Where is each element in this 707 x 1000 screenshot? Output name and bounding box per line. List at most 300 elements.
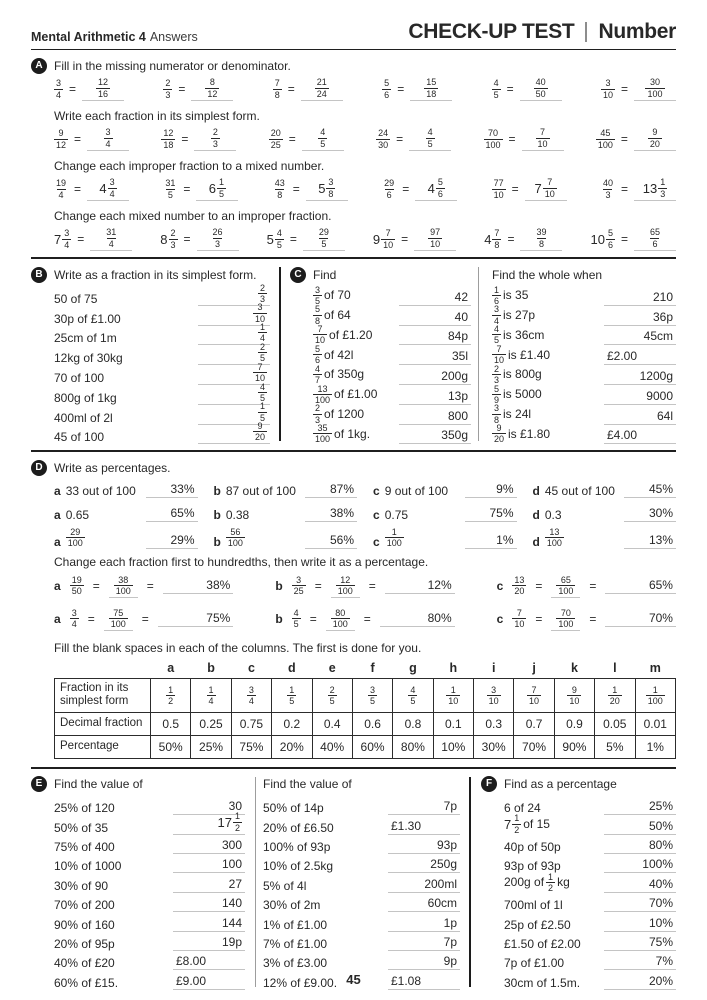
table-cell: 0.25 — [191, 712, 231, 735]
answer-value: 7p — [388, 799, 460, 815]
question-text: $\frac{1}{6}$ is 35 — [494, 284, 529, 306]
page-number: 45 — [346, 972, 361, 987]
fraction-denominator: 9 — [494, 394, 500, 405]
fraction-denominator: 5 — [293, 619, 299, 630]
fraction-numerator: 7 — [531, 684, 537, 695]
given-value — [54, 78, 63, 99]
answer-value: 40 — [399, 310, 471, 326]
answer-value — [303, 227, 345, 250]
fraction-numerator: 1 — [450, 684, 456, 695]
equals-sign: = — [146, 578, 154, 593]
answer-value — [414, 227, 456, 250]
fraction-denominator: 8 — [538, 238, 544, 249]
section-e-title-2: Find the value of — [263, 777, 352, 792]
section-c-find-column — [281, 266, 478, 444]
fraction — [336, 575, 355, 596]
table-letter-row — [55, 660, 676, 679]
given-value — [54, 178, 68, 199]
answer-value: 36p — [604, 310, 676, 326]
answer-row — [313, 365, 471, 385]
given-value — [382, 78, 391, 99]
percentage-item — [373, 506, 517, 522]
table-cell — [393, 678, 433, 712]
fraction — [66, 527, 85, 548]
answer-row — [504, 815, 676, 834]
fraction-denominator: 3 — [660, 188, 666, 199]
fraction — [492, 364, 501, 385]
answer-value: 45cm — [604, 329, 676, 345]
answer-value — [306, 177, 348, 200]
given-value — [596, 128, 615, 149]
fraction-numerator: 1 — [234, 811, 240, 822]
fraction — [313, 344, 322, 365]
fraction — [54, 78, 63, 99]
fraction-denominator: 10 — [383, 239, 394, 250]
equals-sign: = — [69, 82, 77, 96]
section-e-column2 — [256, 776, 469, 990]
fraction — [258, 283, 267, 304]
fraction-denominator: 25 — [293, 586, 304, 597]
item-letter: c — [496, 611, 504, 626]
fraction-numerator: 4 — [410, 684, 416, 695]
fraction-denominator: 5 — [493, 89, 499, 100]
equals-sign: = — [620, 132, 628, 146]
hundredths-fraction — [104, 607, 133, 631]
equals-sign: = — [289, 232, 297, 246]
table-cell: 40% — [312, 735, 352, 758]
fraction-numerator: 9 — [571, 684, 577, 695]
fraction-denominator: 10 — [569, 695, 580, 706]
fraction — [648, 227, 662, 248]
mixed-number — [99, 177, 116, 198]
fraction-numerator: 29 — [70, 527, 81, 538]
fraction-numerator: 4 — [427, 127, 433, 138]
fraction — [436, 177, 445, 198]
answer-value: 70% — [604, 896, 676, 912]
fraction-numerator: 7 — [496, 344, 502, 355]
section-e-rows-2 — [263, 796, 460, 990]
answer-value: 60cm — [388, 896, 460, 912]
fraction-denominator: 100 — [315, 394, 331, 405]
fraction — [645, 77, 664, 98]
answer-row — [492, 365, 676, 385]
equation-row — [31, 127, 676, 151]
fraction — [313, 384, 332, 405]
fraction-equation — [161, 127, 236, 150]
whole-number: 4 — [99, 180, 107, 196]
question-text: 400ml of 2l — [54, 410, 113, 425]
question-text: 7% of £1.00 — [263, 936, 328, 951]
fraction-numerator: 3 — [605, 78, 611, 89]
whole-number: 6 — [208, 180, 217, 196]
equals-sign: = — [87, 611, 95, 626]
fraction-numerator: 21 — [316, 77, 327, 88]
answer-value: 50% — [604, 819, 676, 835]
mixed-number — [504, 813, 521, 834]
mixed-number — [590, 228, 614, 249]
hundredths-fraction — [109, 574, 138, 598]
fraction-equation — [163, 177, 238, 200]
question-text: 93p of 93p — [504, 859, 561, 874]
whole-number: 7 — [534, 180, 542, 196]
table-cell: 90% — [554, 735, 594, 758]
answer-value: 350g — [399, 428, 471, 444]
equals-sign: = — [508, 132, 516, 146]
fraction-denominator: 100 — [386, 538, 402, 549]
fraction-numerator: 3 — [64, 228, 70, 239]
equals-sign: = — [309, 611, 317, 626]
fraction-numerator: 38 — [118, 574, 129, 585]
answer-row — [504, 873, 676, 892]
answer-value: 7p — [388, 935, 460, 951]
fraction-equation — [54, 77, 124, 100]
fraction-equation — [267, 227, 345, 250]
question-text: $\frac{5}{8}$ of 64 — [315, 304, 351, 326]
fraction-denominator: 8 — [277, 189, 283, 200]
fraction-denominator: 100 — [485, 139, 501, 150]
fraction-denominator: 5 — [320, 138, 326, 149]
fraction — [658, 177, 667, 198]
column-letter: b — [207, 660, 215, 675]
fraction — [408, 685, 417, 706]
fraction-denominator: 20 — [494, 434, 505, 445]
book-title — [31, 30, 198, 44]
fraction — [492, 304, 501, 325]
question-text: 45 out of 100 — [544, 484, 615, 499]
item-letter: c — [496, 578, 504, 593]
answer-row — [504, 796, 676, 815]
mixed-number — [160, 228, 177, 249]
fraction — [313, 364, 322, 385]
fraction-numerator: 9 — [652, 127, 658, 138]
fraction-denominator: 100 — [315, 434, 331, 445]
question-text: $\frac{35}{100}$ of 1kg. — [315, 423, 371, 445]
answer-value: 42 — [399, 290, 471, 306]
fraction-numerator: 4 — [493, 78, 499, 89]
fraction-numerator: 3 — [370, 684, 376, 695]
fraction-denominator: 10 — [514, 619, 525, 630]
table-cell: 0.1 — [433, 712, 473, 735]
fraction — [492, 324, 501, 345]
question-text: 12kg of 30kg — [54, 351, 123, 366]
fraction-denominator: 12 — [207, 88, 218, 99]
answer-row — [492, 326, 676, 346]
fraction — [253, 302, 267, 323]
fraction — [385, 527, 404, 548]
equation-row — [31, 227, 676, 251]
fraction-denominator: 4 — [248, 695, 254, 706]
answer-row — [492, 306, 676, 326]
exercise-part — [31, 107, 676, 151]
item-letter: d — [532, 508, 540, 523]
item-letter: a — [54, 484, 61, 499]
section-c-header — [290, 266, 471, 283]
percentage-item — [373, 482, 517, 498]
fraction-denominator: 5 — [167, 189, 173, 200]
question-text: 25cm of 1m — [54, 331, 117, 346]
fraction — [247, 685, 256, 706]
fraction-numerator: 2 — [212, 127, 218, 138]
answer-row — [54, 854, 245, 873]
conversion-table-wrap — [31, 660, 676, 759]
hundredths-row — [31, 574, 676, 598]
fraction-numerator: 70 — [560, 607, 571, 618]
fraction-numerator: 3 — [257, 302, 263, 313]
fraction-denominator: 3 — [605, 189, 611, 200]
fraction — [492, 228, 501, 249]
answer-value — [196, 177, 238, 200]
fraction-denominator: 4 — [108, 238, 114, 249]
fraction-numerator: 1 — [259, 401, 265, 412]
table-cell: 0.05 — [595, 712, 635, 735]
answer-value — [522, 127, 564, 150]
fraction — [313, 403, 322, 424]
answer-value: 75% — [158, 611, 234, 627]
answer-value — [415, 177, 457, 200]
item-letter: d — [532, 534, 540, 549]
section-c-whole-title: Find the whole when — [492, 267, 603, 282]
fraction-numerator: 5 — [607, 228, 613, 239]
percentage-item — [533, 506, 677, 522]
fraction — [426, 127, 435, 148]
answer-value — [634, 177, 676, 200]
answer-value: 80% — [380, 611, 455, 627]
equals-sign: = — [74, 182, 82, 196]
equals-sign: = — [292, 182, 300, 196]
equals-sign: = — [141, 611, 149, 626]
fraction — [536, 127, 550, 148]
fraction — [70, 575, 84, 596]
section-f-title: Find as a percentage — [504, 777, 617, 792]
question-text: 30% of 2m — [263, 898, 321, 913]
fraction — [104, 227, 118, 248]
table-cell: 70% — [514, 735, 554, 758]
table-row — [55, 712, 676, 735]
fraction-denominator: 6 — [607, 239, 613, 250]
answer-value: 144 — [173, 916, 245, 932]
fraction — [446, 685, 460, 706]
fraction-numerator: 12 — [98, 77, 109, 88]
hundredths-item — [275, 607, 454, 631]
question-text: 3% of £3.00 — [263, 956, 328, 971]
fraction — [492, 285, 501, 306]
section-d — [31, 459, 676, 758]
hundredths-item — [54, 607, 233, 631]
fraction-denominator: 3 — [494, 374, 500, 385]
percentages-grid — [31, 479, 676, 548]
answer-value: £1.30 — [388, 819, 460, 835]
table-cell: 1% — [635, 735, 676, 758]
fraction-numerator: 30 — [649, 77, 660, 88]
fraction — [512, 608, 526, 629]
page-title-main: CHECK-UP TEST — [408, 20, 575, 43]
fraction — [205, 77, 219, 98]
answer-value: 64l — [604, 409, 676, 425]
table-row — [55, 735, 676, 758]
fraction-numerator: 9 — [496, 423, 502, 434]
whole-number: 17 — [217, 814, 232, 830]
answer-row — [54, 835, 245, 854]
question-text: 1% of £1.00 — [263, 917, 328, 932]
fraction-numerator: 3 — [248, 684, 254, 695]
title-separator — [585, 22, 587, 42]
question-text: $\frac{9}{20}$ is £1.80 — [494, 423, 551, 445]
question-text: 50 of 75 — [54, 291, 98, 306]
answer-value — [173, 811, 245, 834]
answer-row — [54, 912, 245, 931]
fraction-denominator: 3 — [212, 138, 218, 149]
answer-value: £8.00 — [173, 954, 245, 970]
question-text: $\frac{5}{6}$ of 42l — [315, 344, 354, 366]
question-text: 12% of £9.00. — [263, 975, 338, 990]
fraction-numerator: 4 — [276, 228, 282, 239]
fraction-equation — [273, 177, 348, 200]
question-text: $\frac{7}{10}$ is £1.40 — [494, 344, 551, 366]
equals-sign: = — [183, 232, 191, 246]
fraction-denominator: 4 — [71, 619, 77, 630]
answer-value: 200ml — [388, 877, 460, 893]
fraction-equation — [54, 177, 129, 200]
answer-value: 35l — [399, 349, 471, 365]
fraction-numerator: 1 — [391, 527, 397, 538]
fraction-denominator: 6 — [384, 89, 390, 100]
fraction — [163, 78, 172, 99]
fraction-numerator: 5 — [384, 78, 390, 89]
fraction-denominator: 5 — [289, 695, 295, 706]
fraction-numerator: 3 — [328, 177, 334, 188]
answer-row — [263, 893, 460, 912]
answer-row — [492, 405, 676, 425]
fraction-equation — [373, 227, 456, 250]
fraction-equation — [160, 227, 238, 250]
fraction-numerator: 7 — [547, 177, 553, 188]
answer-value: 100% — [604, 857, 676, 873]
column-letter: g — [409, 660, 417, 675]
fraction-denominator: 5 — [329, 695, 335, 706]
hundredths-fraction — [551, 607, 580, 631]
fraction-numerator: 3 — [494, 403, 500, 414]
question-text: $\frac{3}{8}$ is 24l — [494, 403, 532, 425]
item-letter: b — [275, 611, 283, 626]
fraction-denominator: 4 — [109, 188, 115, 199]
section-b-title: Write as a fraction in its simplest form. — [54, 267, 257, 282]
fraction — [161, 128, 175, 149]
mixed-number — [484, 228, 501, 249]
fraction-denominator: 10 — [488, 695, 499, 706]
table-corner — [55, 660, 151, 679]
given-value — [601, 178, 615, 199]
fraction — [317, 227, 331, 248]
whole-number: 13 — [642, 180, 658, 196]
given-value — [160, 228, 177, 249]
section-b-badge: B — [31, 267, 47, 283]
percentage-item — [54, 527, 198, 548]
fraction — [545, 527, 564, 548]
answer-value: 300 — [173, 838, 245, 854]
answer-row — [54, 932, 245, 951]
fraction — [211, 127, 220, 148]
mixed-number — [643, 177, 667, 198]
fraction-denominator: 100 — [647, 88, 663, 99]
equals-sign: = — [314, 578, 322, 593]
table-body — [55, 678, 676, 758]
fraction — [492, 344, 506, 365]
question-text: 9 out of 100 — [384, 484, 449, 499]
question-text: $\frac{3}{5}$ of 70 — [315, 284, 351, 306]
question-text: 50% of 14p — [263, 801, 324, 816]
question-text: 25p of £2.50 — [504, 917, 571, 932]
fraction-denominator: 4 — [494, 315, 500, 326]
fraction-numerator: 3 — [56, 78, 62, 89]
fraction-denominator: 4 — [259, 333, 265, 344]
fraction-denominator: 8 — [328, 188, 334, 199]
fraction-equation — [273, 77, 343, 100]
fraction-denominator: 18 — [163, 139, 174, 150]
answer-value: 75% — [465, 506, 517, 522]
fraction — [114, 575, 133, 596]
fraction — [273, 178, 287, 199]
table-cell: 10% — [433, 735, 473, 758]
percentages-row — [31, 479, 676, 498]
fraction-numerator: 2 — [259, 282, 265, 293]
fraction — [217, 177, 226, 198]
fraction-numerator: 1 — [548, 871, 554, 882]
section-a-badge: A — [31, 58, 47, 74]
fraction-numerator: 8 — [209, 77, 215, 88]
equals-sign: = — [397, 82, 405, 96]
answer-value: 27 — [173, 877, 245, 893]
question-text: 75% of 400 — [54, 840, 115, 855]
equals-sign: = — [178, 82, 186, 96]
given-fraction — [512, 575, 526, 596]
item-letter: b — [275, 578, 283, 593]
equals-sign: = — [396, 132, 404, 146]
whole-number: 9 — [372, 231, 381, 247]
question-text: $\frac{5}{9}$ is 5000 — [494, 383, 542, 405]
table-cell: 25% — [191, 735, 231, 758]
question-text: 40p of 50p — [504, 840, 561, 855]
equals-sign: = — [183, 182, 191, 196]
fraction-numerator: 31 — [165, 178, 176, 189]
question-text: 45 of 100 — [54, 430, 105, 445]
item-letter: a — [54, 611, 61, 626]
whole-number: 5 — [318, 180, 326, 196]
row-label: Decimal fraction — [55, 712, 151, 735]
fraction-numerator: 1 — [208, 684, 214, 695]
given-value — [163, 78, 172, 99]
question-text: 10% of 1000 — [54, 859, 122, 874]
fraction-denominator: 5 — [259, 353, 265, 364]
fraction-denominator: 24 — [316, 88, 327, 99]
fraction-equation — [163, 77, 233, 100]
answer-row — [54, 811, 245, 835]
fraction-equation — [54, 127, 129, 150]
answer-value: 65% — [146, 506, 198, 522]
answer-row — [54, 421, 270, 445]
fraction — [382, 178, 396, 199]
answer-value: 40% — [604, 877, 676, 893]
column-letter: f — [370, 660, 375, 675]
fraction-numerator: 5 — [315, 344, 321, 355]
table-cell: 80% — [393, 735, 433, 758]
fraction-denominator: 20 — [514, 586, 525, 597]
instruction-line — [31, 57, 676, 74]
table-cell — [151, 678, 191, 712]
instruction-text: Change each improper fraction to a mixed number. — [54, 158, 325, 173]
question-text: 87 out of 100 — [225, 484, 296, 499]
hundredths-item — [497, 607, 676, 631]
percentage-item — [54, 506, 198, 522]
